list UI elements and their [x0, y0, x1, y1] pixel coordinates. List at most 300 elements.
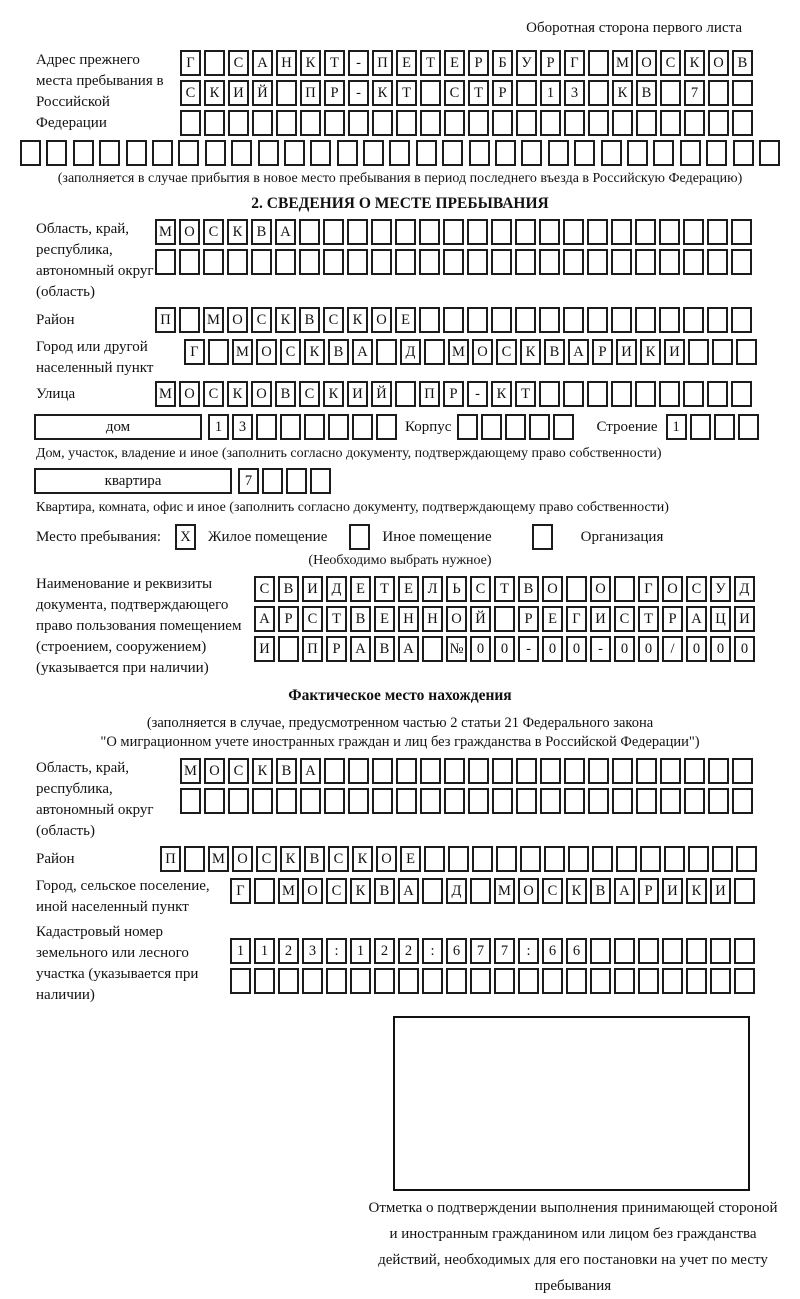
char-cell[interactable] [276, 80, 297, 106]
char-cell[interactable]: 2 [278, 938, 299, 964]
char-cell[interactable] [323, 219, 344, 245]
char-cell[interactable] [324, 110, 345, 136]
char-cell[interactable]: Й [470, 606, 491, 632]
char-cell[interactable] [376, 339, 397, 365]
char-cell[interactable]: М [232, 339, 253, 365]
char-cell[interactable]: С [203, 219, 224, 245]
char-cell[interactable] [179, 307, 200, 333]
char-cell[interactable] [442, 140, 463, 166]
char-cell[interactable] [203, 249, 224, 275]
char-cell[interactable] [204, 110, 225, 136]
char-cell[interactable] [707, 219, 728, 245]
char-cell[interactable] [659, 219, 680, 245]
char-cell[interactable] [470, 878, 491, 904]
char-cell[interactable] [529, 414, 550, 440]
char-cell[interactable]: № [446, 636, 467, 662]
char-cell[interactable] [470, 968, 491, 994]
char-cell[interactable] [389, 140, 410, 166]
char-cell[interactable] [446, 968, 467, 994]
char-cell[interactable]: К [566, 878, 587, 904]
char-cell[interactable] [587, 381, 608, 407]
char-cell[interactable]: С [203, 381, 224, 407]
char-cell[interactable] [574, 140, 595, 166]
char-cell[interactable] [204, 50, 225, 76]
char-cell[interactable] [468, 110, 489, 136]
char-cell[interactable] [736, 846, 757, 872]
char-cell[interactable]: - [348, 80, 369, 106]
char-cell[interactable] [638, 938, 659, 964]
char-cell[interactable] [684, 110, 705, 136]
char-cell[interactable]: Д [400, 339, 421, 365]
char-cell[interactable] [262, 468, 283, 494]
char-cell[interactable]: Р [326, 636, 347, 662]
char-cell[interactable] [588, 758, 609, 784]
char-cell[interactable] [516, 788, 537, 814]
char-cell[interactable]: К [280, 846, 301, 872]
char-cell[interactable]: Е [374, 606, 395, 632]
char-cell[interactable]: У [516, 50, 537, 76]
char-cell[interactable]: 2 [374, 938, 395, 964]
char-cell[interactable] [363, 140, 384, 166]
char-cell[interactable]: 7 [684, 80, 705, 106]
char-cell[interactable] [683, 219, 704, 245]
char-cell[interactable]: Р [468, 50, 489, 76]
char-cell[interactable]: Е [542, 606, 563, 632]
char-cell[interactable] [443, 249, 464, 275]
char-cell[interactable]: И [710, 878, 731, 904]
char-cell[interactable] [371, 249, 392, 275]
char-cell[interactable] [731, 219, 752, 245]
char-cell[interactable] [227, 249, 248, 275]
char-cell[interactable] [494, 606, 515, 632]
char-cell[interactable]: К [323, 381, 344, 407]
char-cell[interactable]: С [496, 339, 517, 365]
char-cell[interactable]: Н [276, 50, 297, 76]
char-cell[interactable] [444, 758, 465, 784]
char-cell[interactable] [640, 846, 661, 872]
char-cell[interactable] [396, 110, 417, 136]
char-cell[interactable]: Г [184, 339, 205, 365]
char-cell[interactable] [684, 758, 705, 784]
char-cell[interactable] [457, 414, 478, 440]
char-cell[interactable] [324, 788, 345, 814]
char-cell[interactable]: Р [324, 80, 345, 106]
char-cell[interactable] [491, 307, 512, 333]
checkbox-residential[interactable]: X [175, 524, 196, 550]
char-cell[interactable]: К [347, 307, 368, 333]
char-cell[interactable] [515, 307, 536, 333]
char-cell[interactable]: Н [398, 606, 419, 632]
char-cell[interactable] [712, 846, 733, 872]
char-cell[interactable] [714, 414, 735, 440]
char-cell[interactable] [328, 414, 349, 440]
char-cell[interactable]: В [276, 758, 297, 784]
char-cell[interactable] [542, 968, 563, 994]
char-cell[interactable]: Т [494, 576, 515, 602]
char-cell[interactable]: К [684, 50, 705, 76]
char-cell[interactable] [99, 140, 120, 166]
char-cell[interactable] [251, 249, 272, 275]
char-cell[interactable]: И [590, 606, 611, 632]
char-cell[interactable]: - [467, 381, 488, 407]
char-cell[interactable] [492, 788, 513, 814]
char-cell[interactable]: Р [592, 339, 613, 365]
char-cell[interactable] [568, 846, 589, 872]
char-cell[interactable] [708, 80, 729, 106]
char-cell[interactable]: Р [443, 381, 464, 407]
char-cell[interactable]: 1 [350, 938, 371, 964]
char-cell[interactable] [284, 140, 305, 166]
char-cell[interactable]: В [304, 846, 325, 872]
char-cell[interactable] [254, 878, 275, 904]
char-cell[interactable] [231, 140, 252, 166]
char-cell[interactable] [126, 140, 147, 166]
char-cell[interactable] [396, 758, 417, 784]
char-cell[interactable]: М [208, 846, 229, 872]
char-cell[interactable] [588, 110, 609, 136]
char-cell[interactable]: М [278, 878, 299, 904]
char-cell[interactable]: Р [540, 50, 561, 76]
char-cell[interactable] [324, 758, 345, 784]
char-cell[interactable] [348, 758, 369, 784]
char-cell[interactable] [612, 788, 633, 814]
char-cell[interactable]: В [374, 878, 395, 904]
char-cell[interactable] [310, 140, 331, 166]
char-cell[interactable]: К [612, 80, 633, 106]
char-cell[interactable]: О [518, 878, 539, 904]
char-cell[interactable] [310, 468, 331, 494]
char-cell[interactable]: Е [398, 576, 419, 602]
char-cell[interactable]: М [155, 219, 176, 245]
char-cell[interactable] [419, 249, 440, 275]
char-cell[interactable] [416, 140, 437, 166]
char-cell[interactable]: М [612, 50, 633, 76]
char-cell[interactable]: 3 [232, 414, 253, 440]
char-cell[interactable]: В [544, 339, 565, 365]
char-cell[interactable] [653, 140, 674, 166]
char-cell[interactable] [516, 80, 537, 106]
char-cell[interactable] [230, 968, 251, 994]
char-cell[interactable] [710, 938, 731, 964]
char-cell[interactable]: 1 [540, 80, 561, 106]
char-cell[interactable]: Ь [446, 576, 467, 602]
char-cell[interactable]: : [422, 938, 443, 964]
char-cell[interactable]: А [352, 339, 373, 365]
char-cell[interactable] [734, 878, 755, 904]
char-cell[interactable]: К [686, 878, 707, 904]
char-cell[interactable] [286, 468, 307, 494]
char-cell[interactable]: Т [468, 80, 489, 106]
char-cell[interactable]: М [494, 878, 515, 904]
char-cell[interactable] [424, 339, 445, 365]
char-cell[interactable] [588, 788, 609, 814]
char-cell[interactable]: С [228, 50, 249, 76]
char-cell[interactable] [494, 968, 515, 994]
char-cell[interactable] [256, 414, 277, 440]
char-cell[interactable]: Н [422, 606, 443, 632]
char-cell[interactable] [443, 307, 464, 333]
char-cell[interactable]: 0 [494, 636, 515, 662]
char-cell[interactable] [492, 758, 513, 784]
char-cell[interactable]: 7 [494, 938, 515, 964]
char-cell[interactable]: К [350, 878, 371, 904]
char-cell[interactable]: 1 [230, 938, 251, 964]
char-cell[interactable]: И [662, 878, 683, 904]
char-cell[interactable] [396, 788, 417, 814]
char-cell[interactable] [516, 110, 537, 136]
char-cell[interactable]: Е [444, 50, 465, 76]
char-cell[interactable] [684, 788, 705, 814]
char-cell[interactable]: С [280, 339, 301, 365]
char-cell[interactable]: П [300, 80, 321, 106]
char-cell[interactable]: А [398, 878, 419, 904]
char-cell[interactable] [590, 968, 611, 994]
char-cell[interactable]: 0 [710, 636, 731, 662]
char-cell[interactable] [662, 938, 683, 964]
char-cell[interactable] [468, 788, 489, 814]
char-cell[interactable]: С [256, 846, 277, 872]
char-cell[interactable] [708, 110, 729, 136]
char-cell[interactable] [732, 788, 753, 814]
char-cell[interactable] [707, 381, 728, 407]
char-cell[interactable] [300, 788, 321, 814]
char-cell[interactable] [734, 938, 755, 964]
char-cell[interactable] [614, 576, 635, 602]
char-cell[interactable]: 0 [686, 636, 707, 662]
char-cell[interactable]: Е [350, 576, 371, 602]
char-cell[interactable] [563, 381, 584, 407]
char-cell[interactable] [627, 140, 648, 166]
char-cell[interactable] [204, 788, 225, 814]
char-cell[interactable] [184, 846, 205, 872]
char-cell[interactable]: И [228, 80, 249, 106]
char-cell[interactable] [540, 758, 561, 784]
char-cell[interactable]: С [228, 758, 249, 784]
char-cell[interactable]: 3 [564, 80, 585, 106]
char-cell[interactable] [467, 249, 488, 275]
char-cell[interactable] [587, 249, 608, 275]
char-cell[interactable] [733, 140, 754, 166]
char-cell[interactable] [376, 414, 397, 440]
char-cell[interactable]: П [160, 846, 181, 872]
char-cell[interactable]: Г [180, 50, 201, 76]
char-cell[interactable]: О [227, 307, 248, 333]
char-cell[interactable] [152, 140, 173, 166]
char-cell[interactable] [564, 758, 585, 784]
char-cell[interactable]: П [155, 307, 176, 333]
char-cell[interactable]: 0 [542, 636, 563, 662]
char-cell[interactable]: : [518, 938, 539, 964]
char-cell[interactable] [372, 110, 393, 136]
char-cell[interactable] [688, 339, 709, 365]
char-cell[interactable] [443, 219, 464, 245]
char-cell[interactable] [734, 968, 755, 994]
char-cell[interactable]: Д [446, 878, 467, 904]
char-cell[interactable] [472, 846, 493, 872]
char-cell[interactable]: В [636, 80, 657, 106]
char-cell[interactable] [254, 968, 275, 994]
char-cell[interactable] [659, 307, 680, 333]
char-cell[interactable]: К [227, 381, 248, 407]
char-cell[interactable] [706, 140, 727, 166]
char-cell[interactable]: А [254, 606, 275, 632]
char-cell[interactable]: П [419, 381, 440, 407]
char-cell[interactable]: И [254, 636, 275, 662]
char-cell[interactable] [553, 414, 574, 440]
char-cell[interactable]: О [179, 219, 200, 245]
char-cell[interactable]: / [662, 636, 683, 662]
char-cell[interactable] [660, 788, 681, 814]
char-cell[interactable]: Т [515, 381, 536, 407]
char-cell[interactable]: О [232, 846, 253, 872]
char-cell[interactable] [299, 249, 320, 275]
char-cell[interactable]: 0 [470, 636, 491, 662]
char-cell[interactable] [611, 307, 632, 333]
char-cell[interactable] [548, 140, 569, 166]
char-cell[interactable]: В [350, 606, 371, 632]
char-cell[interactable] [731, 249, 752, 275]
char-cell[interactable] [683, 307, 704, 333]
char-cell[interactable]: 6 [566, 938, 587, 964]
char-cell[interactable] [419, 307, 440, 333]
char-cell[interactable] [614, 968, 635, 994]
char-cell[interactable] [690, 414, 711, 440]
char-cell[interactable]: О [371, 307, 392, 333]
char-cell[interactable]: М [155, 381, 176, 407]
char-cell[interactable] [280, 414, 301, 440]
checkbox-organization[interactable] [532, 524, 553, 550]
char-cell[interactable] [252, 788, 273, 814]
char-cell[interactable] [419, 219, 440, 245]
char-cell[interactable]: 0 [566, 636, 587, 662]
char-cell[interactable]: Т [326, 606, 347, 632]
char-cell[interactable]: К [204, 80, 225, 106]
char-cell[interactable] [635, 381, 656, 407]
char-cell[interactable]: А [568, 339, 589, 365]
char-cell[interactable]: А [300, 758, 321, 784]
char-cell[interactable]: С [254, 576, 275, 602]
char-cell[interactable]: А [614, 878, 635, 904]
char-cell[interactable] [350, 968, 371, 994]
char-cell[interactable]: С [328, 846, 349, 872]
char-cell[interactable] [178, 140, 199, 166]
char-cell[interactable] [680, 140, 701, 166]
char-cell[interactable]: О [302, 878, 323, 904]
char-cell[interactable]: И [664, 339, 685, 365]
char-cell[interactable] [516, 758, 537, 784]
char-cell[interactable] [588, 50, 609, 76]
char-cell[interactable] [422, 968, 443, 994]
char-cell[interactable] [563, 219, 584, 245]
char-cell[interactable]: А [252, 50, 273, 76]
char-cell[interactable] [352, 414, 373, 440]
char-cell[interactable] [710, 968, 731, 994]
char-cell[interactable]: С [302, 606, 323, 632]
char-cell[interactable] [518, 968, 539, 994]
char-cell[interactable]: С [180, 80, 201, 106]
char-cell[interactable] [208, 339, 229, 365]
char-cell[interactable] [276, 788, 297, 814]
char-cell[interactable] [20, 140, 41, 166]
char-cell[interactable]: 2 [398, 938, 419, 964]
char-cell[interactable]: - [518, 636, 539, 662]
char-cell[interactable]: Б [492, 50, 513, 76]
char-cell[interactable] [712, 339, 733, 365]
char-cell[interactable]: 0 [734, 636, 755, 662]
char-cell[interactable] [636, 788, 657, 814]
char-cell[interactable] [300, 110, 321, 136]
char-cell[interactable] [424, 846, 445, 872]
char-cell[interactable] [566, 968, 587, 994]
char-cell[interactable] [539, 219, 560, 245]
char-cell[interactable] [302, 968, 323, 994]
char-cell[interactable]: С [542, 878, 563, 904]
char-cell[interactable] [635, 219, 656, 245]
char-cell[interactable]: 6 [542, 938, 563, 964]
char-cell[interactable]: С [323, 307, 344, 333]
char-cell[interactable]: С [326, 878, 347, 904]
char-cell[interactable] [731, 307, 752, 333]
char-cell[interactable] [688, 846, 709, 872]
char-cell[interactable] [601, 140, 622, 166]
char-cell[interactable]: О [542, 576, 563, 602]
char-cell[interactable]: А [686, 606, 707, 632]
char-cell[interactable]: А [350, 636, 371, 662]
char-cell[interactable] [611, 219, 632, 245]
char-cell[interactable]: С [251, 307, 272, 333]
char-cell[interactable]: К [491, 381, 512, 407]
char-cell[interactable] [592, 846, 613, 872]
char-cell[interactable] [371, 219, 392, 245]
char-cell[interactable]: 6 [446, 938, 467, 964]
char-cell[interactable] [304, 414, 325, 440]
char-cell[interactable]: О [376, 846, 397, 872]
char-cell[interactable] [469, 140, 490, 166]
char-cell[interactable] [467, 307, 488, 333]
char-cell[interactable] [759, 140, 780, 166]
char-cell[interactable]: Р [518, 606, 539, 632]
char-cell[interactable] [420, 110, 441, 136]
char-cell[interactable]: О [662, 576, 683, 602]
char-cell[interactable]: И [302, 576, 323, 602]
char-cell[interactable] [398, 968, 419, 994]
char-cell[interactable] [491, 249, 512, 275]
char-cell[interactable] [686, 938, 707, 964]
char-cell[interactable] [659, 381, 680, 407]
char-cell[interactable] [179, 249, 200, 275]
char-cell[interactable] [708, 788, 729, 814]
char-cell[interactable]: М [448, 339, 469, 365]
char-cell[interactable] [420, 80, 441, 106]
char-cell[interactable] [660, 110, 681, 136]
char-cell[interactable]: М [203, 307, 224, 333]
char-cell[interactable]: В [275, 381, 296, 407]
char-cell[interactable]: 3 [302, 938, 323, 964]
char-cell[interactable]: О [472, 339, 493, 365]
char-cell[interactable]: Р [662, 606, 683, 632]
char-cell[interactable]: 1 [208, 414, 229, 440]
char-cell[interactable]: Р [492, 80, 513, 106]
char-cell[interactable] [659, 249, 680, 275]
char-cell[interactable]: О [179, 381, 200, 407]
char-cell[interactable] [228, 788, 249, 814]
char-cell[interactable] [563, 307, 584, 333]
char-cell[interactable]: Г [230, 878, 251, 904]
char-cell[interactable]: 0 [614, 636, 635, 662]
char-cell[interactable]: О [708, 50, 729, 76]
char-cell[interactable]: 1 [666, 414, 687, 440]
char-cell[interactable] [636, 758, 657, 784]
